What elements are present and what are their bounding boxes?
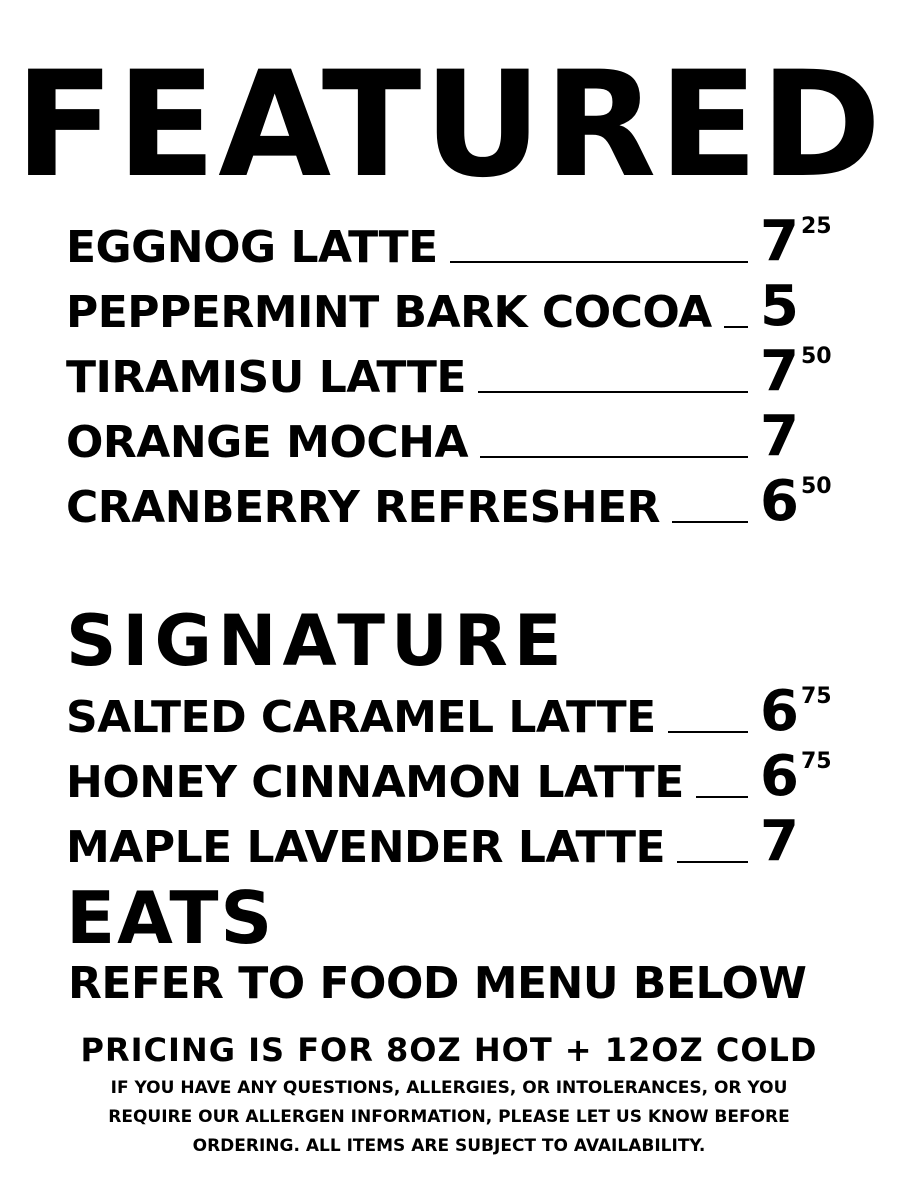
item-name: PEPPERMINT BARK COCOA bbox=[66, 287, 712, 338]
leader-line bbox=[677, 861, 748, 863]
price-dollars: 7 bbox=[760, 209, 799, 274]
item-price bbox=[760, 744, 836, 809]
food-menu-note: REFER TO FOOD MENU BELOW bbox=[68, 958, 807, 1009]
menu-item bbox=[66, 274, 836, 339]
menu-item bbox=[66, 679, 836, 744]
price-cents: 75 bbox=[800, 749, 832, 774]
item-price bbox=[760, 809, 836, 874]
menu-item bbox=[66, 744, 836, 809]
menu-item bbox=[66, 339, 836, 404]
leader-line bbox=[668, 731, 748, 733]
leader-line bbox=[480, 456, 748, 458]
price-cents: 50 bbox=[800, 344, 832, 369]
item-name: SALTED CARAMEL LATTE bbox=[66, 692, 656, 743]
pricing-note: PRICING IS FOR 8OZ HOT + 12OZ COLD bbox=[80, 1031, 818, 1069]
item-price bbox=[760, 274, 836, 339]
item-price bbox=[760, 404, 836, 469]
price-dollars: 7 bbox=[760, 404, 799, 469]
menu-item bbox=[66, 209, 836, 274]
leader-line bbox=[450, 261, 748, 263]
item-price bbox=[760, 679, 836, 744]
menu-item bbox=[66, 809, 836, 874]
item-price bbox=[760, 339, 836, 404]
price-cents: 25 bbox=[800, 214, 832, 239]
leader-line bbox=[724, 326, 748, 328]
price-dollars: 6 bbox=[760, 744, 799, 809]
price-dollars: 6 bbox=[760, 679, 799, 744]
featured-heading: FEATURED bbox=[14, 40, 884, 210]
leader-line bbox=[696, 796, 748, 798]
item-name: TIRAMISU LATTE bbox=[66, 352, 466, 403]
item-name: HONEY CINNAMON LATTE bbox=[66, 757, 684, 808]
leader-line bbox=[672, 521, 748, 523]
item-price bbox=[760, 209, 836, 274]
price-dollars: 6 bbox=[760, 469, 799, 534]
price-dollars: 5 bbox=[760, 274, 799, 339]
price-cents: 75 bbox=[800, 684, 832, 709]
price-dollars: 7 bbox=[760, 809, 799, 874]
item-price bbox=[760, 469, 836, 534]
item-name: MAPLE LAVENDER LATTE bbox=[66, 822, 666, 873]
allergen-disclaimer: IF YOU HAVE ANY QUESTIONS, ALLERGIES, OR INTOLERANCES, OR YOU REQUIRE OUR ALLERGEN INFORMATION, PLEASE LET US KNOW BEFORE ORDERING. ALL ITEMS ARE SUBJECT TO AVAILABILITY. bbox=[108, 1078, 790, 1156]
leader-line bbox=[478, 391, 748, 393]
price-cents: 50 bbox=[800, 474, 832, 499]
menu-item bbox=[66, 404, 836, 469]
item-name: CRANBERRY REFRESHER bbox=[66, 482, 661, 533]
menu-item bbox=[66, 469, 836, 534]
signature-heading: SIGNATURE bbox=[66, 600, 568, 682]
price-dollars: 7 bbox=[760, 339, 799, 404]
eats-heading: EATS bbox=[66, 876, 275, 960]
item-name: EGGNOG LATTE bbox=[66, 222, 438, 273]
item-name: ORANGE MOCHA bbox=[66, 417, 469, 468]
